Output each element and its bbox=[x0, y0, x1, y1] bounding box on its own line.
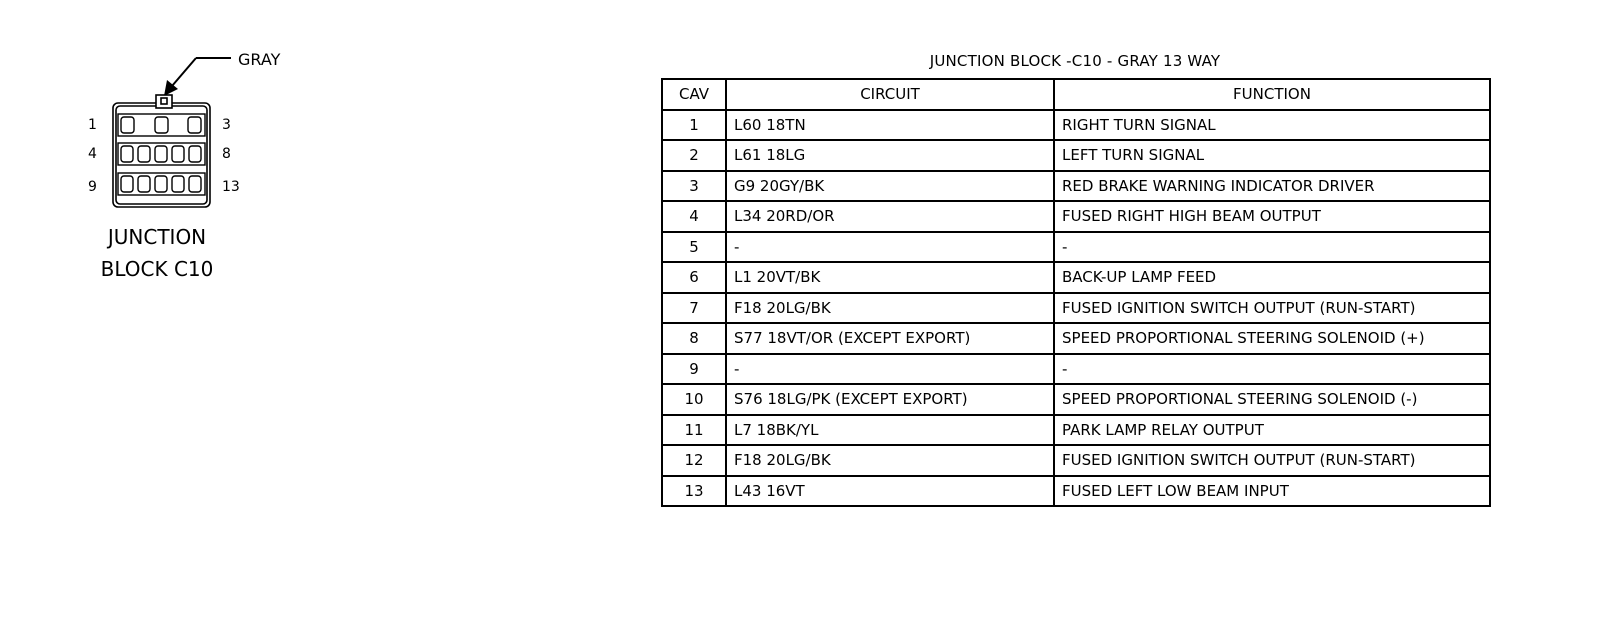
circuit-cell: L7 18BK/YL bbox=[726, 415, 1054, 446]
cav-cell: 12 bbox=[662, 445, 726, 476]
pin-label-1: 1 bbox=[88, 117, 97, 133]
table-row bbox=[662, 415, 1490, 446]
circuit-cell: F18 20LG/BK bbox=[726, 445, 1054, 476]
table-header-row bbox=[662, 79, 1490, 110]
header-cav: CAV bbox=[662, 79, 726, 110]
circuit-cell: - bbox=[726, 232, 1054, 263]
circuit-cell: L60 18TN bbox=[726, 110, 1054, 141]
circuit-cell: L34 20RD/OR bbox=[726, 201, 1054, 232]
pin-label-13: 13 bbox=[222, 179, 240, 195]
function-cell: FUSED LEFT LOW BEAM INPUT bbox=[1054, 476, 1490, 507]
function-cell: RED BRAKE WARNING INDICATOR DRIVER bbox=[1054, 171, 1490, 202]
table-row bbox=[662, 201, 1490, 232]
circuit-cell: - bbox=[726, 354, 1054, 385]
table-row bbox=[662, 232, 1490, 263]
function-cell: FUSED IGNITION SWITCH OUTPUT (RUN-START) bbox=[1054, 293, 1490, 324]
cav-cell: 8 bbox=[662, 323, 726, 354]
table-row bbox=[662, 476, 1490, 507]
table-row bbox=[662, 171, 1490, 202]
table-row bbox=[662, 262, 1490, 293]
function-cell: SPEED PROPORTIONAL STEERING SOLENOID (-) bbox=[1054, 384, 1490, 415]
function-cell: SPEED PROPORTIONAL STEERING SOLENOID (+) bbox=[1054, 323, 1490, 354]
circuit-cell: L1 20VT/BK bbox=[726, 262, 1054, 293]
cavity-grid bbox=[118, 114, 205, 195]
cav-cell: 13 bbox=[662, 476, 726, 507]
table-row bbox=[662, 384, 1490, 415]
function-cell: RIGHT TURN SIGNAL bbox=[1054, 110, 1490, 141]
pin-label-3: 3 bbox=[222, 117, 231, 133]
circuit-cell: L61 18LG bbox=[726, 140, 1054, 171]
pin-label-8: 8 bbox=[222, 146, 231, 162]
table-body bbox=[662, 110, 1490, 507]
connector-diagram bbox=[0, 0, 300, 300]
circuit-cell: F18 20LG/BK bbox=[726, 293, 1054, 324]
function-cell: - bbox=[1054, 232, 1490, 263]
cav-cell: 7 bbox=[662, 293, 726, 324]
function-cell: PARK LAMP RELAY OUTPUT bbox=[1054, 415, 1490, 446]
function-cell: - bbox=[1054, 354, 1490, 385]
cav-cell: 10 bbox=[662, 384, 726, 415]
function-cell: FUSED IGNITION SWITCH OUTPUT (RUN-START) bbox=[1054, 445, 1490, 476]
cav-cell: 4 bbox=[662, 201, 726, 232]
cav-cell: 5 bbox=[662, 232, 726, 263]
table-row bbox=[662, 140, 1490, 171]
function-cell: FUSED RIGHT HIGH BEAM OUTPUT bbox=[1054, 201, 1490, 232]
cav-cell: 1 bbox=[662, 110, 726, 141]
pin-label-9: 9 bbox=[88, 179, 97, 195]
pinout-table bbox=[661, 78, 1491, 507]
table-row bbox=[662, 323, 1490, 354]
header-circuit: CIRCUIT bbox=[726, 79, 1054, 110]
connector-name-line1: JUNCTION bbox=[107, 225, 207, 249]
table-row bbox=[662, 110, 1490, 141]
function-cell: LEFT TURN SIGNAL bbox=[1054, 140, 1490, 171]
header-function: FUNCTION bbox=[1054, 79, 1490, 110]
connector-name-line2: BLOCK C10 bbox=[100, 257, 214, 281]
gray-callout-arrow bbox=[172, 58, 231, 86]
cav-cell: 11 bbox=[662, 415, 726, 446]
table-row bbox=[662, 354, 1490, 385]
cav-cell: 9 bbox=[662, 354, 726, 385]
cav-cell: 2 bbox=[662, 140, 726, 171]
connector-color-label: GRAY bbox=[238, 50, 281, 69]
cav-cell: 6 bbox=[662, 262, 726, 293]
cav-cell: 3 bbox=[662, 171, 726, 202]
circuit-cell: G9 20GY/BK bbox=[726, 171, 1054, 202]
connector-housing bbox=[113, 95, 210, 207]
table-row bbox=[662, 445, 1490, 476]
circuit-cell: S77 18VT/OR (EXCEPT EXPORT) bbox=[726, 323, 1054, 354]
circuit-cell: L43 16VT bbox=[726, 476, 1054, 507]
table-title: JUNCTION BLOCK -C10 - GRAY 13 WAY bbox=[929, 52, 1221, 70]
table-row bbox=[662, 293, 1490, 324]
pin-label-4: 4 bbox=[88, 146, 97, 162]
circuit-cell: S76 18LG/PK (EXCEPT EXPORT) bbox=[726, 384, 1054, 415]
function-cell: BACK-UP LAMP FEED bbox=[1054, 262, 1490, 293]
